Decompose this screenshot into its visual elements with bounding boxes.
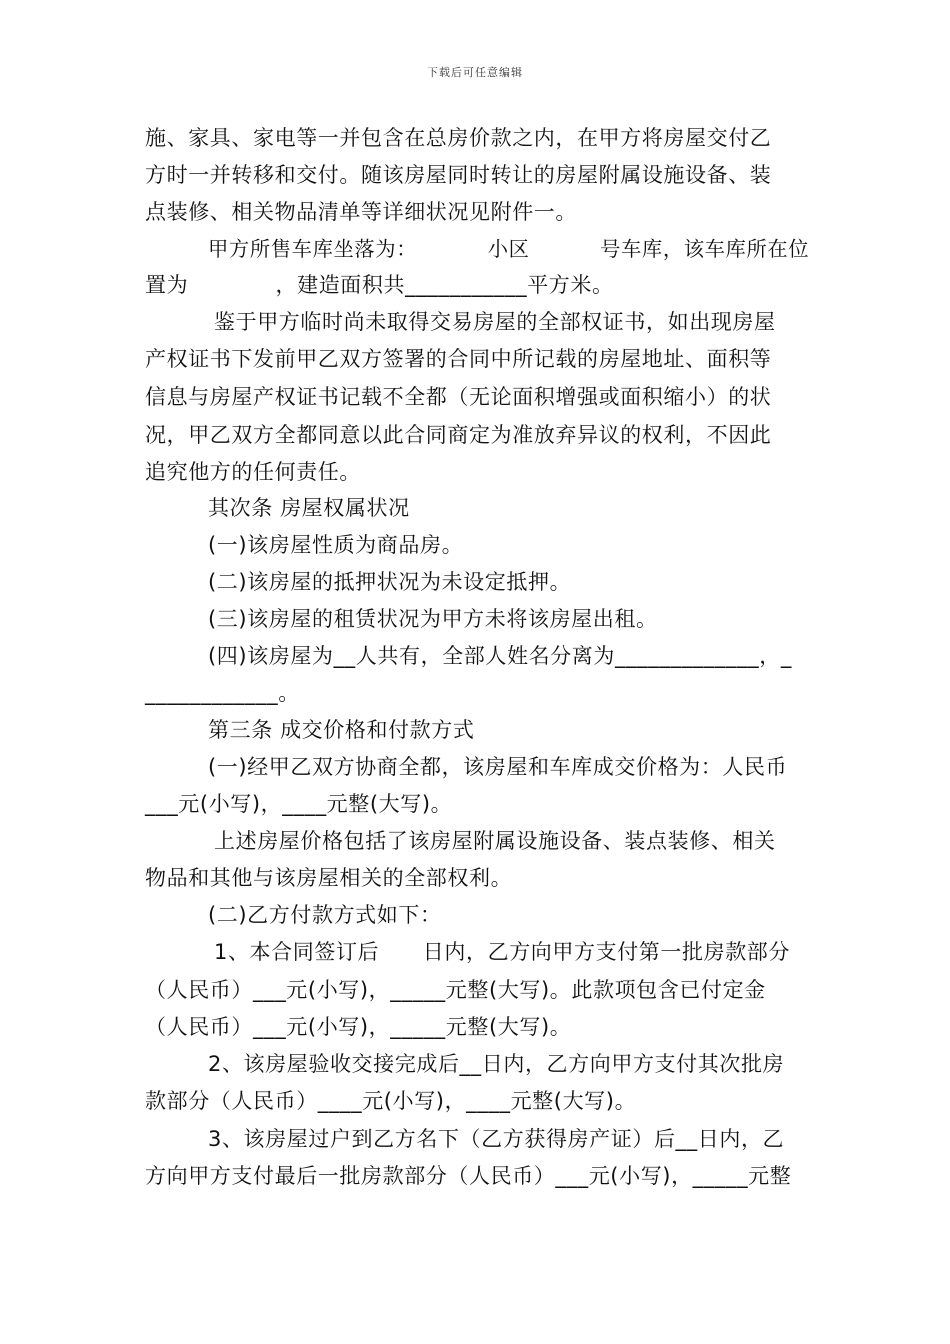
body-line: 款部分（人民币）____元(小写)，____元整(大写)。 <box>145 1089 637 1113</box>
body-line: (一)该房屋性质为商品房。 <box>208 533 464 557</box>
body-line: 方时一并转移和交付。随该房屋同时转让的房屋附属设施设备、装 <box>145 163 772 187</box>
body-line: 产权证书下发前甲乙双方签署的合同中所记载的房屋地址、面积等 <box>145 347 772 371</box>
body-line: 方向甲方支付最后一批房款部分（人民币）___元(小写)，_____元整 <box>145 1164 792 1188</box>
body-line: 甲方所售车库坐落为： 小区 号车库，该车库所在位 <box>208 237 810 261</box>
body-line: 3、该房屋过户到乙方名下（乙方获得房产证）后__日内，乙 <box>208 1127 785 1151</box>
body-line: (二)该房屋的抵押状况为未设定抵押。 <box>208 570 572 594</box>
body-line: 物品和其他与该房屋相关的全部权利。 <box>145 866 513 890</box>
body-line: (三)该房屋的租赁状况为甲方未将该房屋出租。 <box>208 607 658 631</box>
body-line: ___元(小写)，____元整(大写)。 <box>145 792 453 816</box>
body-line: 置为 ，建造面积共___________平方米。 <box>145 273 614 297</box>
body-line: 上述房屋价格包括了该房屋附属设施设备、装点装修、相关 <box>214 829 776 853</box>
body-line: 信息与房屋产权证书记载不全都（无论面积增强或面积缩小）的状 <box>145 385 772 409</box>
body-line: 况，甲乙双方全都同意以此合同商定为准放弃异议的权利，不因此 <box>145 423 772 447</box>
body-line: (四)该房屋为__人共有，全部人姓名分离为_____________，_ <box>208 644 792 668</box>
page-header-note: 下载后可任意编辑 <box>427 66 523 79</box>
body-line: (二)乙方付款方式如下： <box>208 903 442 927</box>
body-line: 点装修、相关物品清单等详细状况见附件一。 <box>145 200 577 224</box>
body-line: ____________。 <box>145 681 300 705</box>
section-heading: 其次条 房屋权属状况 <box>208 496 410 520</box>
section-heading: 第三条 成交价格和付款方式 <box>208 718 475 742</box>
body-line: (一)经甲乙双方协商全都，该房屋和车库成交价格为：人民币 <box>208 755 788 779</box>
body-line: （人民币）___元(小写)，_____元整(大写)。 <box>145 1015 572 1039</box>
body-line: 2、该房屋验收交接完成后__日内，乙方向甲方支付其次批房 <box>208 1052 785 1076</box>
body-line: （人民币）___元(小写)，_____元整(大写)。此款项包含已付定金 <box>145 978 766 1002</box>
body-line: 追究他方的任何责任。 <box>145 460 361 484</box>
body-line: 1、本合同签订后 日内，乙方向甲方支付第一批房款部分 <box>214 940 791 964</box>
body-line: 施、家具、家电等一并包含在总房价款之内，在甲方将房屋交付乙 <box>145 126 772 150</box>
body-line: 鉴于甲方临时尚未取得交易房屋的全部权证书，如出现房屋 <box>214 310 776 334</box>
